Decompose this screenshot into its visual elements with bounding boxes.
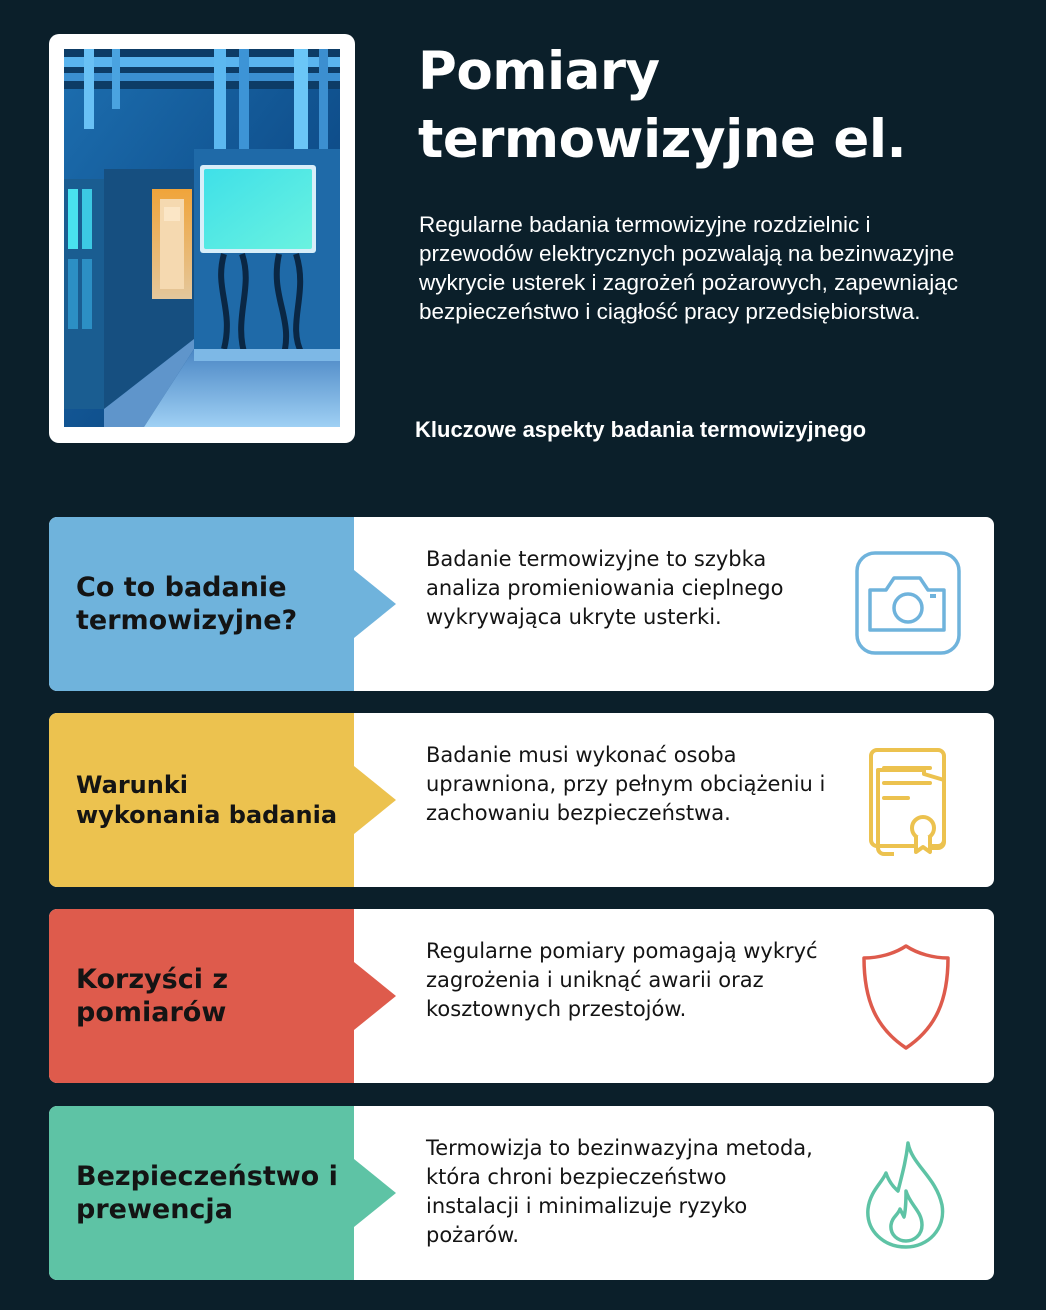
hero-photo-frame <box>49 34 355 443</box>
aspect-card <box>49 713 994 887</box>
aspect-card <box>49 909 994 1083</box>
intro-paragraph: Regularne badania termowizyjne rozdzielnic i przewodów elektrycznych pozwalają na bezinwazyjne wykrycie usterek i zagrożeń pożarowych, zapewniając bezpieczeństwo i ciągłość pracy przedsiębiorstwa. <box>419 212 958 324</box>
aspect-card-label-box <box>49 909 354 1083</box>
aspect-card-text: Termowizja to bezinwazyjna metoda, która chroni bezpieczeństwo instalacji i minimalizuje ryzyko pożarów. <box>426 1136 813 1247</box>
certificate-icon <box>846 740 966 860</box>
aspect-card-label: Warunki wykonania badania <box>76 771 338 829</box>
aspect-card-text: Badanie musi wykonać osoba uprawniona, przy pełnym obciążeniu i zachowaniu bezpieczeństwa. <box>426 743 826 825</box>
aspect-card-label: Co to badanie termowizyjne? <box>76 572 298 636</box>
camera-icon <box>846 544 966 664</box>
aspect-card-label-box <box>49 517 354 691</box>
page-title <box>418 38 1018 174</box>
aspect-card <box>49 517 994 691</box>
flame-icon <box>846 1133 966 1253</box>
aspect-card-text: Badanie termowizyjne to szybka analiza promieniowania cieplnego wykrywająca ukryte usterki. <box>426 547 784 629</box>
aspect-card-label: Bezpieczeństwo i prewencja <box>76 1161 338 1225</box>
aspect-card <box>49 1106 994 1280</box>
aspect-card-arrow <box>354 1159 396 1227</box>
section-subtitle: Kluczowe aspekty badania termowizyjnego <box>415 417 867 442</box>
aspect-card-arrow <box>354 962 396 1030</box>
page-title-line-1: Pomiary <box>418 41 660 102</box>
page-title-line-2: termowizyjne el. <box>418 109 907 170</box>
aspect-card-label-box <box>49 1106 354 1280</box>
shield-icon <box>846 936 966 1056</box>
server-room-photo <box>64 49 340 427</box>
aspect-card-label: Korzyści z pomiarów <box>76 964 229 1028</box>
aspect-card-arrow <box>354 766 396 834</box>
aspect-card-label-box <box>49 713 354 887</box>
aspect-card-arrow <box>354 570 396 638</box>
aspect-card-text: Regularne pomiary pomagają wykryć zagrożenia i uniknąć awarii oraz kosztownych przestojów. <box>426 939 818 1021</box>
